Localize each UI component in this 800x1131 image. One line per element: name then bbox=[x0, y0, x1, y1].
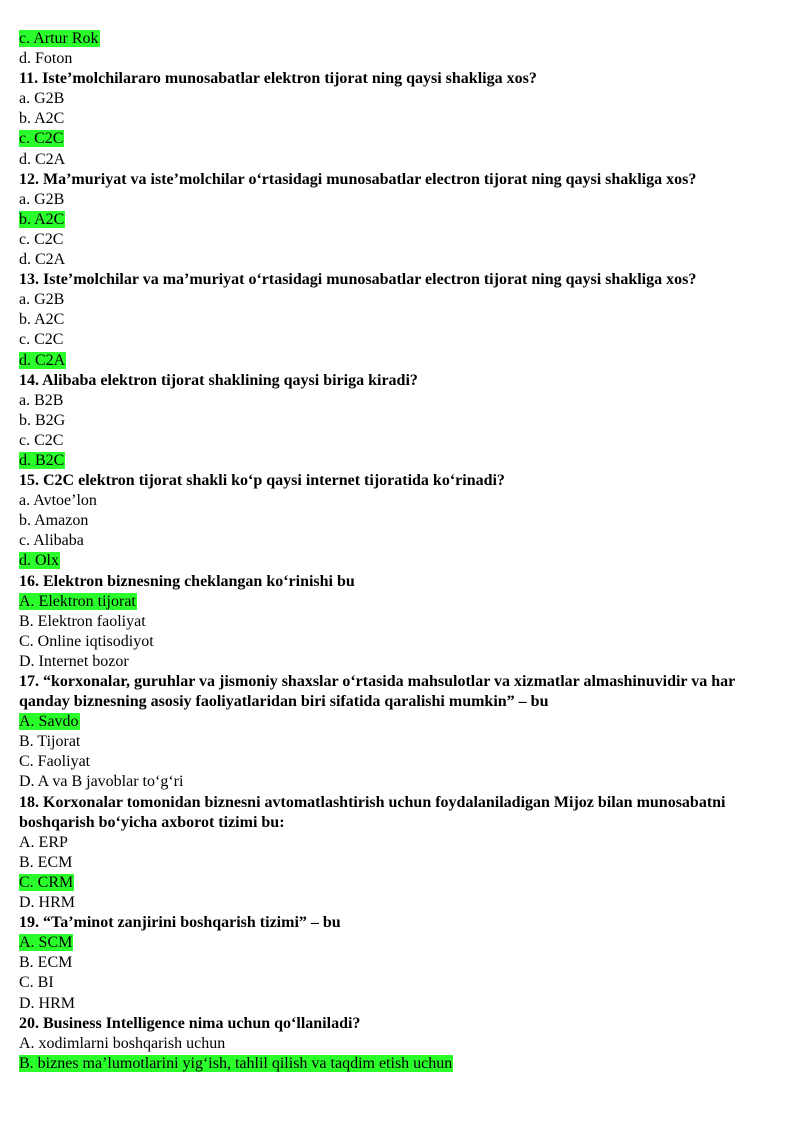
answer-option bbox=[19, 150, 786, 170]
option-label: C. Online iqtisodiyot bbox=[19, 632, 154, 650]
quiz-document bbox=[19, 29, 786, 1074]
option-label: d. C2A bbox=[19, 351, 66, 369]
option-label: d. Olx bbox=[19, 552, 59, 570]
option-label: B. ECM bbox=[19, 954, 73, 972]
option-label: A. Savdo bbox=[19, 713, 79, 731]
answer-option bbox=[19, 772, 786, 792]
answer-option-correct bbox=[19, 551, 786, 571]
option-label: B. ECM bbox=[19, 853, 73, 871]
option-label: D. A va B javoblar to‘g‘ri bbox=[19, 773, 184, 791]
option-label: a. G2B bbox=[19, 90, 65, 108]
option-label: C. BI bbox=[19, 974, 54, 992]
option-label: d. B2C bbox=[19, 451, 65, 469]
answer-option-correct bbox=[19, 129, 786, 149]
option-label: B. Tijorat bbox=[19, 733, 81, 751]
option-label: d. Foton bbox=[19, 50, 73, 68]
answer-option-correct bbox=[19, 29, 786, 49]
option-label: A. ERP bbox=[19, 833, 68, 851]
answer-option-correct bbox=[19, 210, 786, 230]
answer-option-correct bbox=[19, 451, 786, 471]
answer-option bbox=[19, 230, 786, 250]
question-text: 15. C2C elektron tijorat shakli ko‘p qaysi internet tijoratida ko‘rinadi? bbox=[19, 472, 505, 490]
answer-option bbox=[19, 330, 786, 350]
option-label: A. Elektron tijorat bbox=[19, 592, 136, 610]
answer-option bbox=[19, 652, 786, 672]
option-label: a. B2B bbox=[19, 391, 64, 409]
option-label: d. C2A bbox=[19, 251, 66, 269]
answer-option-correct bbox=[19, 933, 786, 953]
answer-option bbox=[19, 994, 786, 1014]
option-label: a. G2B bbox=[19, 291, 65, 309]
option-label: c. C2C bbox=[19, 130, 64, 148]
answer-option bbox=[19, 89, 786, 109]
answer-option bbox=[19, 953, 786, 973]
question-text: 19. “Ta’minot zanjirini boshqarish tizimi” – bu bbox=[19, 914, 341, 932]
answer-option bbox=[19, 290, 786, 310]
answer-option bbox=[19, 752, 786, 772]
option-label: B. Elektron faoliyat bbox=[19, 612, 146, 630]
option-label: b. A2C bbox=[19, 110, 65, 128]
option-label: C. Faoliyat bbox=[19, 753, 91, 771]
option-label: D. HRM bbox=[19, 894, 76, 912]
question-text: 12. Ma’muriyat va iste’molchilar o‘rtasidagi munosabatlar electron tijorat ning qaysi shakliga xos? bbox=[19, 170, 697, 188]
question-text: 18. Korxonalar tomonidan biznesni avtomatlashtirish uchun foydalaniladigan Mijoz bilan munosabatni boshqarish bo‘yicha axborot tizimi bu: bbox=[19, 793, 726, 831]
answer-option bbox=[19, 411, 786, 431]
answer-option bbox=[19, 531, 786, 551]
option-label: B. biznes ma’lumotlarini yig‘ish, tahlil qilish va taqdim etish uchun bbox=[19, 1054, 453, 1072]
answer-option bbox=[19, 853, 786, 873]
option-label: c. C2C bbox=[19, 431, 64, 449]
question-text: 14. Alibaba elektron tijorat shaklining qaysi biriga kiradi? bbox=[19, 371, 418, 389]
option-label: D. HRM bbox=[19, 994, 76, 1012]
option-label: a. G2B bbox=[19, 190, 65, 208]
option-label: A. xodimlarni boshqarish uchun bbox=[19, 1034, 226, 1052]
answer-option-correct bbox=[19, 592, 786, 612]
answer-option bbox=[19, 310, 786, 330]
option-label: c. C2C bbox=[19, 230, 64, 248]
answer-option bbox=[19, 190, 786, 210]
answer-option bbox=[19, 109, 786, 129]
option-label: d. C2A bbox=[19, 150, 66, 168]
option-label: b. A2C bbox=[19, 311, 65, 329]
option-label: b. B2G bbox=[19, 411, 66, 429]
question-text: 16. Elektron biznesning cheklangan ko‘rinishi bu bbox=[19, 572, 355, 590]
option-label: c. C2C bbox=[19, 331, 64, 349]
option-label: C. CRM bbox=[19, 873, 74, 891]
option-label: a. Avtoe’lon bbox=[19, 492, 97, 510]
answer-option bbox=[19, 49, 786, 69]
answer-option-correct bbox=[19, 351, 786, 371]
question-text: 20. Business Intelligence nima uchun qo‘llaniladi? bbox=[19, 1014, 361, 1032]
option-label: b. A2C bbox=[19, 210, 65, 228]
option-label: c. Artur Rok bbox=[19, 30, 99, 47]
answer-option bbox=[19, 893, 786, 913]
answer-option bbox=[19, 491, 786, 511]
answer-option bbox=[19, 632, 786, 652]
question-text: 11. Iste’molchilararo munosabatlar elektron tijorat ning qaysi shakliga xos? bbox=[19, 70, 537, 88]
question-text: 13. Iste’molchilar va ma’muriyat o‘rtasidagi munosabatlar electron tijorat ning qaysi shakliga xos? bbox=[19, 271, 697, 289]
answer-option bbox=[19, 612, 786, 632]
answer-option bbox=[19, 250, 786, 270]
answer-option-correct bbox=[19, 712, 786, 732]
option-label: b. Amazon bbox=[19, 512, 89, 530]
question-text: 17. “korxonalar, guruhlar va jismoniy shaxslar o‘rtasida mahsulotlar va xizmatlar almashinuvidir va har qanday biznesning asosiy faoliyatlaridan biri sifatida qaralishi mumkin” – bu bbox=[19, 673, 735, 711]
answer-option bbox=[19, 973, 786, 993]
answer-option-correct bbox=[19, 1054, 786, 1074]
answer-option bbox=[19, 732, 786, 752]
answer-option bbox=[19, 833, 786, 853]
answer-option bbox=[19, 391, 786, 411]
answer-option bbox=[19, 1034, 786, 1054]
answer-option-correct bbox=[19, 873, 786, 893]
option-label: c. Alibaba bbox=[19, 532, 84, 550]
option-label: D. Internet bozor bbox=[19, 652, 129, 670]
answer-option bbox=[19, 511, 786, 531]
option-label: A. SCM bbox=[19, 934, 73, 952]
answer-option bbox=[19, 431, 786, 451]
